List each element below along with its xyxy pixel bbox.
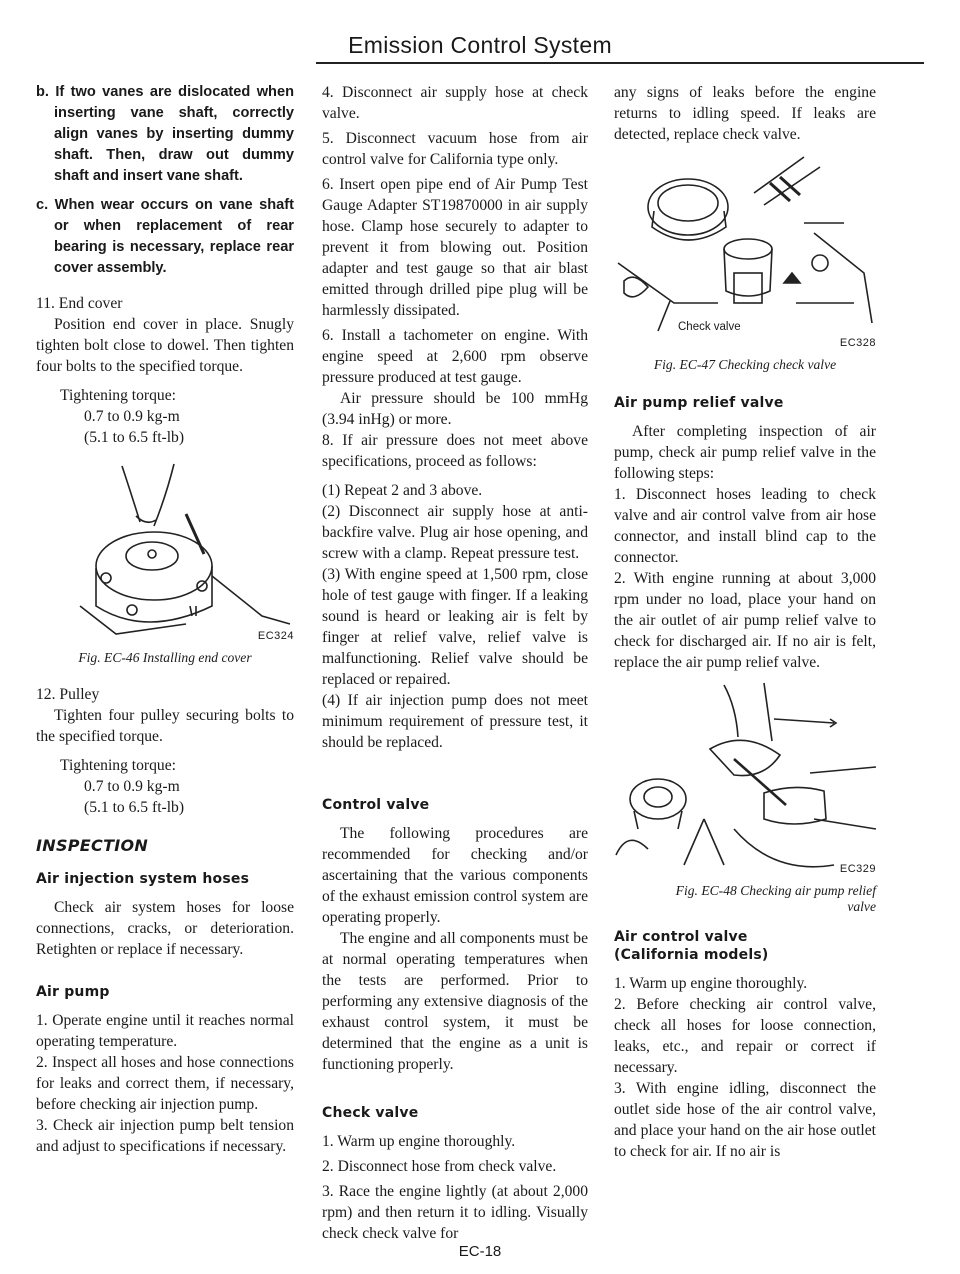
figure-caption: Fig. EC-46 Installing end cover: [78, 650, 252, 665]
figure-ec48: [614, 679, 876, 879]
sub-step-1: (1) Repeat 2 and 3 above.: [322, 482, 483, 499]
figure-caption: Fig. EC-47 Checking check valve: [653, 357, 837, 372]
end-cover-illustration: [36, 456, 294, 646]
subheading-california: (California models): [614, 947, 769, 963]
check-valve-label: Check valve: [678, 321, 741, 333]
figure-ec46: [36, 456, 294, 646]
torque-imperial: (5.1 to 6.5 ft-lb): [84, 429, 185, 446]
relief-para: After completing inspection of air pump, check air pump relief valve in the following steps:: [614, 423, 876, 482]
step-11-body: Position end cover in place. Snugly tighten bolt close to dowel. Then tighten four bolts to the specified torque.: [36, 316, 294, 375]
check-step-1: 1. Warm up engine thoroughly.: [322, 1133, 516, 1150]
acv-step-1: 1. Warm up engine thoroughly.: [614, 975, 808, 992]
continued-text: any signs of leaks before the engine returns to idling speed. If leaks are detected, replace check valve.: [614, 84, 876, 143]
sub-step-3: (3) With engine speed at 1,500 rpm, close hole of test gauge with finger. If a leaking sound is heard or leaking air is felt by finger at relief valve, relief valve is malfunctioning. Relief valve should be replaced or repaired.: [322, 566, 588, 688]
column-middle: [322, 82, 588, 1252]
figure-code: EC324: [257, 630, 294, 642]
figure-caption-line-1: Fig. EC-48 Checking air pump relief: [675, 883, 876, 898]
step-12-body: Tighten four pulley securing bolts to the specified torque.: [36, 707, 294, 745]
step-11-title: 11. End cover: [36, 295, 123, 312]
subheading-check-valve: Check valve: [322, 1105, 419, 1121]
pump-step-1: 1. Operate engine until it reaches normal operating temperature.: [36, 1012, 294, 1050]
figure-code: EC329: [839, 863, 876, 875]
subheading-control-valve: Control valve: [322, 797, 430, 813]
step-5: 5. Disconnect vacuum hose from air control valve for California type only.: [322, 130, 588, 168]
page-header: Emission Control System: [348, 32, 612, 58]
note-c: c. When wear occurs on vane shaft or when replacement of rear bearing is necessary, replace rear cover assembly.: [36, 197, 294, 276]
section-heading-inspection: INSPECTION: [36, 836, 149, 855]
step-6: 6. Insert open pipe end of Air Pump Test Gauge Adapter ST19870000 in air supply hose. Clamp hose securely to adapter to prevent it from blowing out. Position adapter and test gauge so that air blast emitted through drilled pipe plug will be harmlessly dissipated.: [322, 176, 588, 319]
relief-valve-illustration: [614, 679, 876, 879]
subheading-air-pump: Air pump: [36, 984, 110, 1000]
torque-imperial: (5.1 to 6.5 ft-lb): [84, 799, 185, 816]
sub-step-2: (2) Disconnect air supply hose at anti-backfire valve. Plug air hose opening, and screw with a clamp. Repeat pressure test.: [322, 503, 588, 562]
step-7-cont: Air pressure should be 100 mmHg (3.94 inHg) or more.: [322, 390, 588, 428]
step-12-title: 12. Pulley: [36, 686, 100, 703]
torque-metric: 0.7 to 0.9 kg-m: [84, 778, 180, 795]
torque-label: Tightening torque:: [60, 387, 176, 404]
control-para-1: The following procedures are recommended for checking and/or ascertaining that the various components of the exhaust emission control system are operating properly.: [322, 825, 588, 926]
figure-ec47: [614, 153, 876, 353]
pump-step-3: 3. Check air injection pump belt tension and adjust to specifications if necessary.: [36, 1117, 294, 1155]
acv-step-2: 2. Before checking air control valve, check all hoses for loose connection, leaks, etc., and repair or correct if necessary.: [614, 996, 876, 1076]
step-7: 6. Install a tachometer on engine. With engine speed at 2,600 rpm observe pressure produced at test gauge.: [322, 327, 588, 386]
check-step-2: 2. Disconnect hose from check valve.: [322, 1158, 557, 1175]
torque-metric: 0.7 to 0.9 kg-m: [84, 408, 180, 425]
figure-caption-line-2: valve: [847, 899, 876, 914]
sub-step-4: (4) If air injection pump does not meet minimum requirement of pressure test, it should be replaced.: [322, 692, 588, 751]
header-rule: [316, 62, 924, 64]
check-valve-illustration: [614, 153, 876, 353]
figure-code: EC328: [839, 337, 876, 349]
subheading-relief-valve: Air pump relief valve: [614, 395, 784, 411]
check-step-3: 3. Race the engine lightly (at about 2,000 rpm) and then return it to idling. Visually check check valve for: [322, 1183, 588, 1242]
relief-step-2: 2. With engine running at about 3,000 rpm under no load, place your hand on the air outlet of air pump relief valve to check for discharged air. If no air is felt, replace the air pump relief valve.: [614, 570, 876, 671]
torque-spec-1: [36, 385, 294, 448]
subheading-hoses: Air injection system hoses: [36, 871, 250, 887]
pump-step-2: 2. Inspect all hoses and hose connections for leaks and correct them, if necessary, before checking air injection pump.: [36, 1054, 294, 1113]
control-para-2: The engine and all components must be at normal operating temperatures when the tests are performed. Prior to performing any extensive diagnosis of the exhaust control system, it must be determined that the engine as a unit is functioning properly.: [322, 930, 588, 1073]
note-b: b. If two vanes are dislocated when inserting vane shaft, correctly align vanes by inserting dummy shaft. Then, draw out dummy shaft and insert vane shaft.: [36, 84, 294, 184]
relief-step-1: 1. Disconnect hoses leading to check valve and air control valve from air hose connector, and install blind cap to the connector.: [614, 486, 876, 566]
column-left: [36, 82, 294, 1157]
torque-spec-2: [36, 755, 294, 818]
step-4: 4. Disconnect air supply hose at check valve.: [322, 84, 588, 122]
hoses-body: Check air system hoses for loose connections, cracks, or deterioration. Retighten or replace if necessary.: [36, 899, 294, 958]
page-number: EC-18: [458, 1243, 502, 1260]
acv-step-3: 3. With engine idling, disconnect the outlet side hose of the air control valve, and place your hand on the air hose outlet to check for air. If no air is: [614, 1080, 876, 1160]
torque-label: Tightening torque:: [60, 757, 176, 774]
subheading-air-control-valve: Air control valve: [614, 929, 748, 945]
step-8: 8. If air pressure does not meet above specifications, proceed as follows:: [322, 432, 588, 470]
column-right: [614, 82, 876, 1162]
